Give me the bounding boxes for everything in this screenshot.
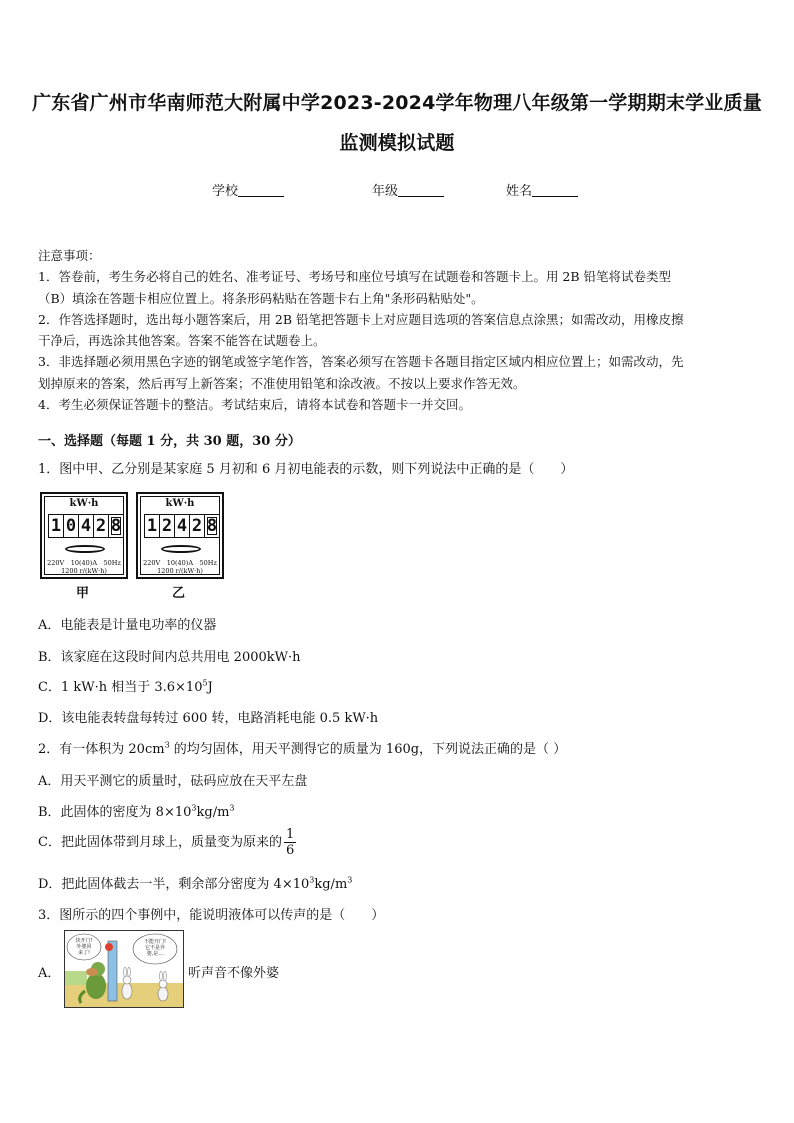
bubble-left-text: 快开门!外婆回来了! <box>75 938 93 956</box>
q2-option-a: A．用天平测它的质量时，砝码应放在天平左盘 <box>38 774 308 789</box>
notes-line: 3．非选择题必须用黑色字迹的钢笔或签字笔作答，答案必须写在答题卡各题目指定区域内相应位置上；如需改动，先 <box>38 354 684 370</box>
meter-digit: 0 <box>64 515 79 537</box>
q2-stem: 2．有一体积为 $20cm^3$ 的均匀固体，用天平测得它的质量为 160g，下列说法正确的是（ ） <box>38 740 567 757</box>
q1-option-d: D．该电能表转盘每转过 600 转，电路消耗电能 0.5 kW·h <box>38 711 379 726</box>
meter-jia <box>40 492 128 579</box>
name-label: 姓名 <box>506 184 533 199</box>
cartoon-illustration <box>65 931 184 1008</box>
fraction-one-sixth: $\frac{1}{6}$ <box>285 827 295 858</box>
name-field <box>506 180 578 199</box>
q1-option-c: C．1 kW·h 相当于 $3.6\times 10^5J$ <box>38 678 213 695</box>
meter-spec: 1200 r/(kW·h) <box>157 567 203 575</box>
q3-stem: 3．图所示的四个事例中，能说明液体可以传声的是（ ） <box>38 908 385 923</box>
q1-option-a: A．电能表是计量电功率的仪器 <box>38 618 217 633</box>
school-field <box>212 180 284 199</box>
notes-line: 1．答卷前，考生务必将自己的姓名、准考证号、考场号和座位号填写在试题卷和答题卡上。用 2B 铅笔将试卷类型 <box>38 269 672 285</box>
q1-option-b: B．该家庭在这段时间内总共用电 2000kW·h <box>38 650 301 665</box>
meter-digit: 2 <box>94 515 109 537</box>
grade-blank <box>398 183 444 197</box>
meter-digit: 4 <box>79 515 94 537</box>
meter-unit: kW·h <box>165 498 195 509</box>
meter-digit: 1 <box>49 515 64 537</box>
exam-notes <box>38 245 758 415</box>
meter-digit: 2 <box>190 515 205 537</box>
q2-option-c: C．把此固体带到月球上，质量变为原来的 $\frac{1}{6}$ <box>38 827 295 858</box>
exam-title-line2: 监测模拟试题 <box>339 132 455 154</box>
notes-line: 划掉原来的答案，然后再写上新答案；不准使用铅笔和涂改液。不按以上要求作答无效。 <box>38 375 526 391</box>
wolf-and-rabbits-cartoon <box>64 930 184 1008</box>
notes-line: （B）填涂在答题卡相应位置上。将条形码粘贴在答题卡右上角"条形码粘贴处"。 <box>38 290 484 306</box>
meter-unit: kW·h <box>69 498 99 509</box>
meter-digit: 4 <box>175 515 190 537</box>
q3-option-a-label: A． <box>38 966 61 981</box>
notes-line: 4．考生必须保证答题卡的整洁。考试结束后，请将本试卷和答题卡一并交回。 <box>38 397 471 413</box>
q3-option-a-text: 听声音不像外婆 <box>188 966 280 981</box>
meter-digit: 1 <box>145 515 160 537</box>
meter-yi <box>136 492 224 579</box>
meter-digit: 8 <box>206 516 218 536</box>
grade-field <box>372 180 444 199</box>
q1-stem: 1．图中甲、乙分别是某家庭 5 月初和 6 月初电能表的示数，则下列说法中正确的是（ ） <box>38 462 574 477</box>
meter-disc-icon <box>65 545 105 553</box>
meter-digit: 2 <box>160 515 175 537</box>
school-label: 学校 <box>212 184 239 199</box>
q2-option-d: D．把此固体截去一半，剩余部分密度为 $4\times 10^3kg/m^3$ <box>38 875 353 892</box>
notes-line: 干净后，再选涂其他答案。答案不能答在试题卷上。 <box>38 333 326 349</box>
grade-label: 年级 <box>372 184 399 199</box>
meter-digit: 8 <box>110 516 122 536</box>
exam-title-line1: 广东省广州市华南师范大附属中学2023-2024学年物理八年级第一学期期末学业质量 <box>32 92 762 114</box>
meter-label-yi: 乙 <box>172 586 186 601</box>
bubble-right-text: 不能开门!它不是外婆,是… <box>143 939 167 957</box>
notes-line: 2．作答选择题时，选出每小题答案后，用 2B 铅笔把答题卡上对应题目选项的答案信息点涂黑；如需改动，用橡皮擦 <box>38 311 684 327</box>
meter-disc-icon <box>161 545 201 553</box>
meter-digits <box>144 514 220 538</box>
meter-digits <box>48 514 124 538</box>
meter-spec: 1200 r/(kW·h) <box>61 567 107 575</box>
meter-spec: 220V 10(40)A 50Hz <box>47 559 121 567</box>
name-blank <box>532 183 578 197</box>
notes-heading: 注意事项： <box>38 248 101 263</box>
meter-label-jia: 甲 <box>76 586 90 601</box>
q2-option-b: B．此固体的密度为 $8\times 10^3kg/m^3$ <box>38 803 235 820</box>
school-blank <box>238 183 284 197</box>
section-heading: 一、选择题（每题 1 分，共 30 题，30 分） <box>38 434 301 449</box>
meter-spec: 220V 10(40)A 50Hz <box>143 559 217 567</box>
